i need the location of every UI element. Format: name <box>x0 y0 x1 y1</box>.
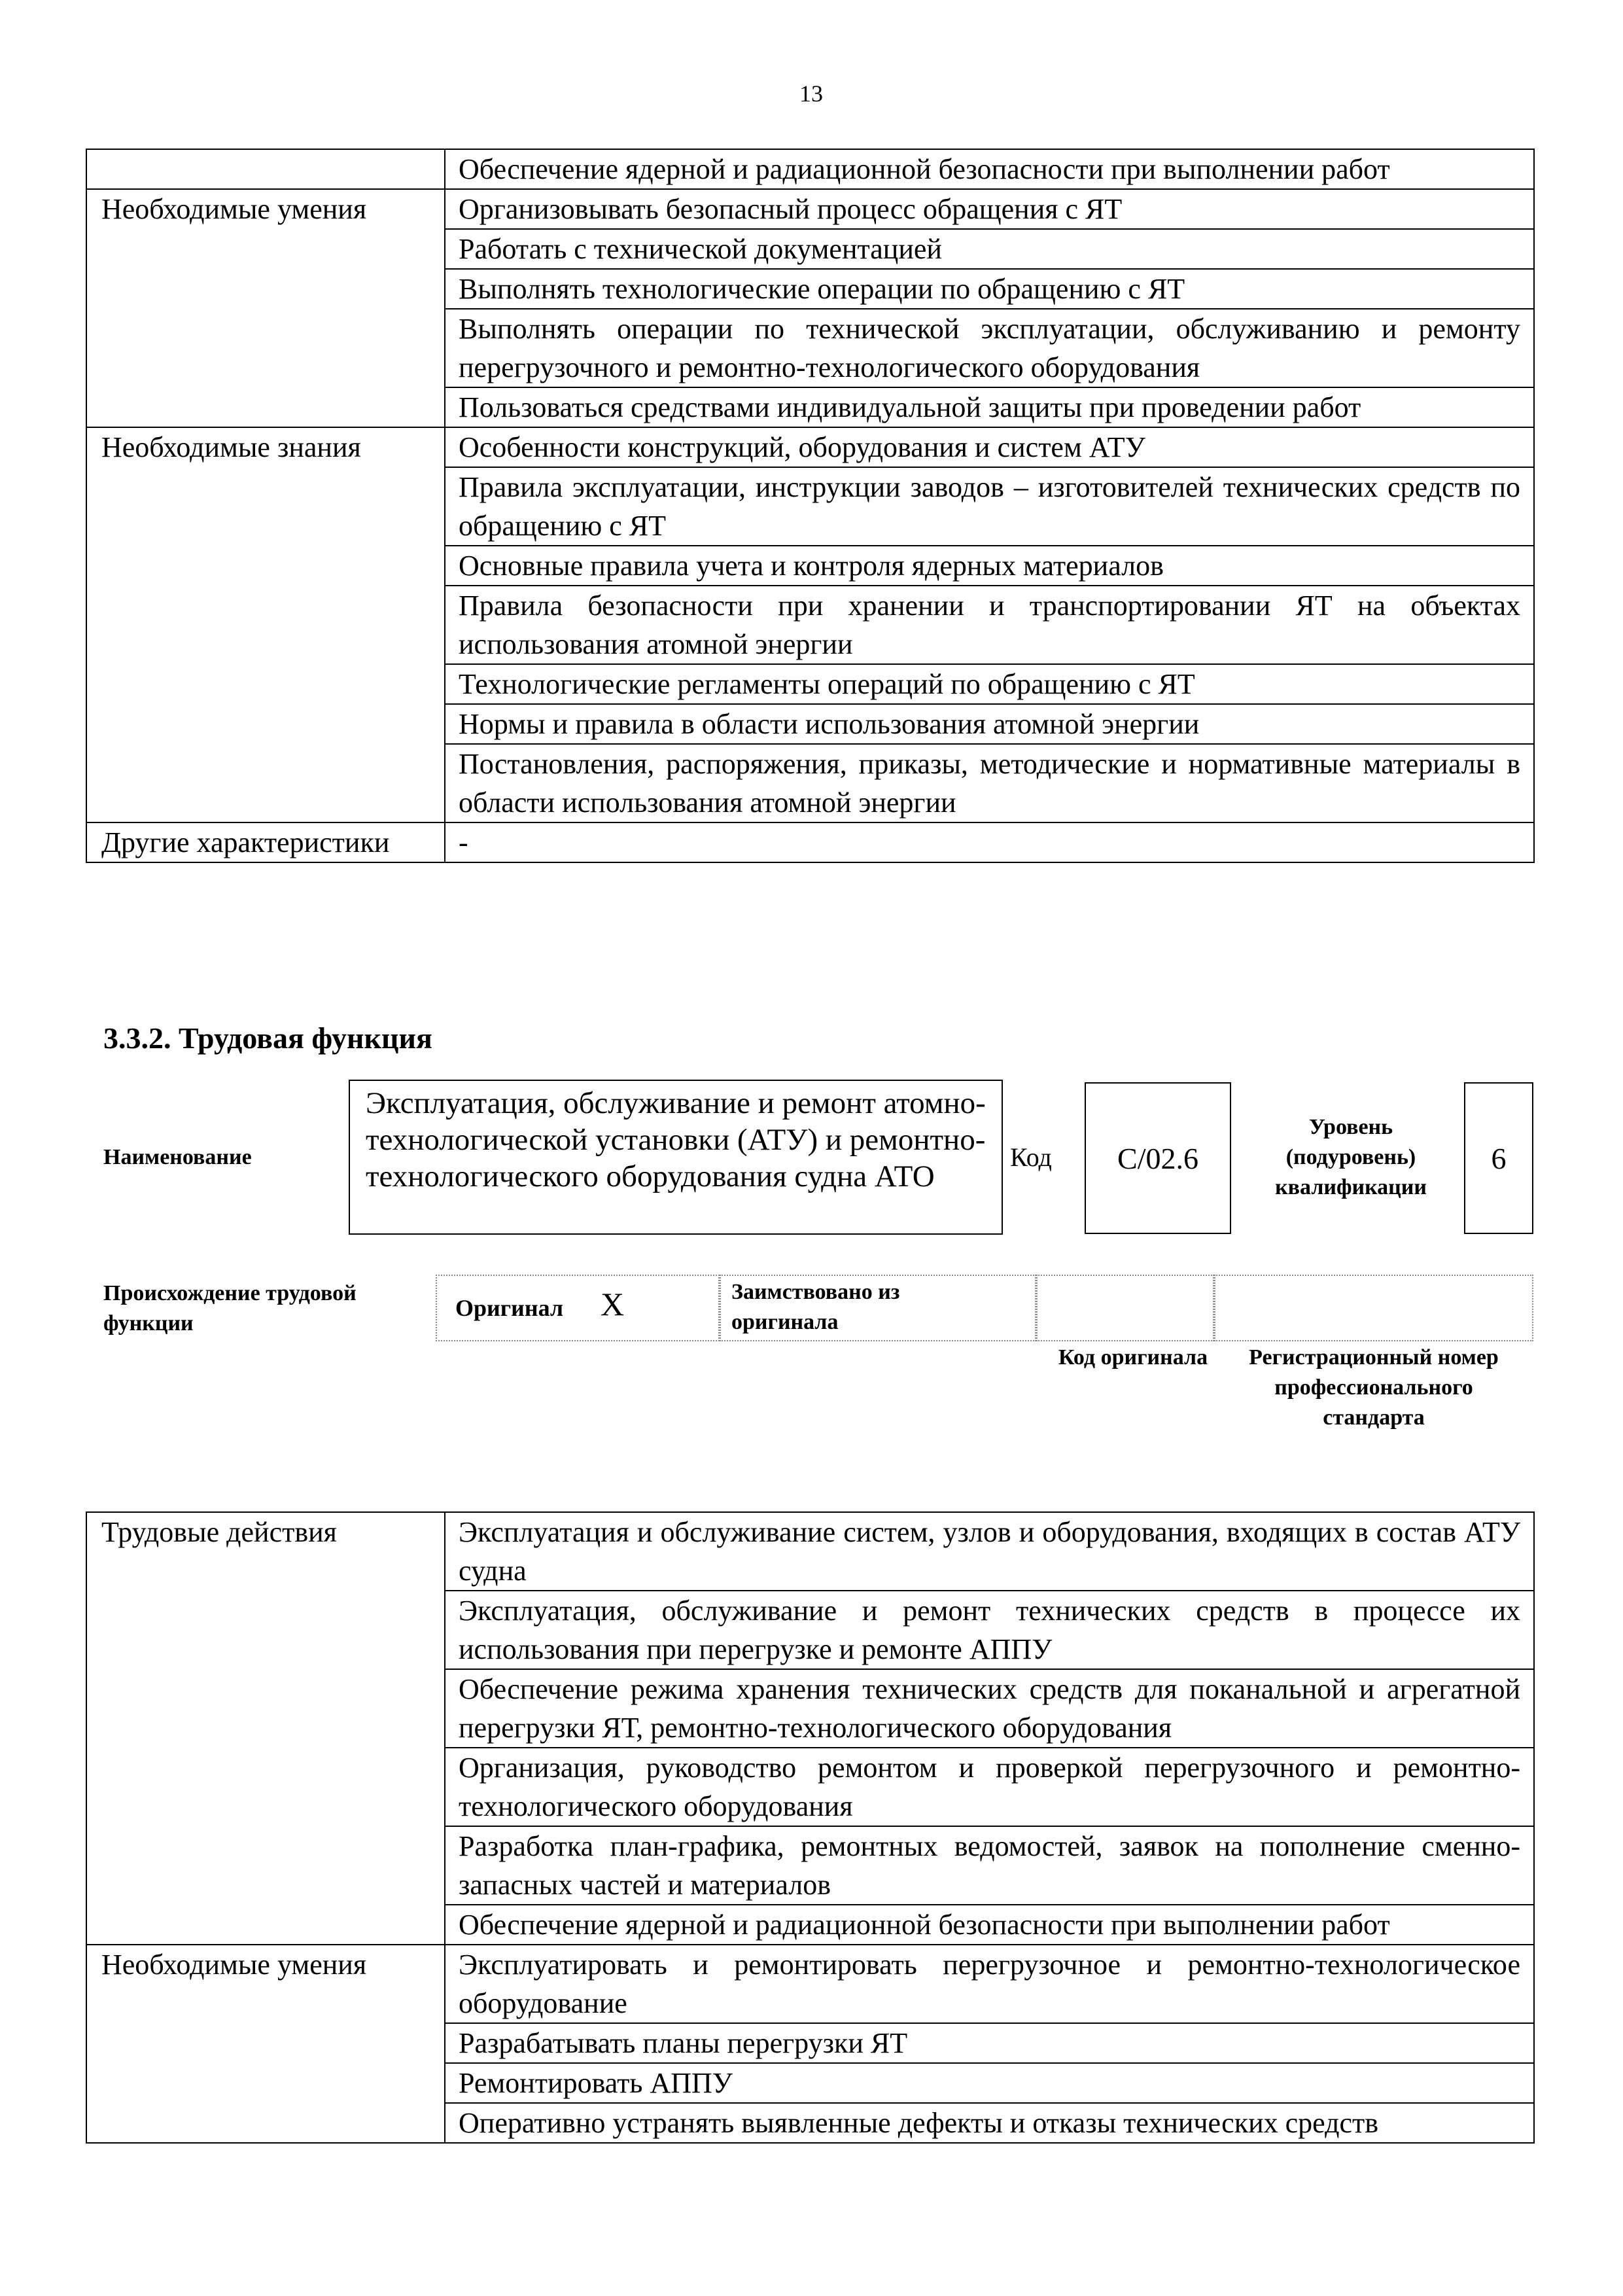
row-label-knowledge: Необходимые знания <box>86 427 445 822</box>
row-item: Выполнять операции по технической эксплуатации, обслуживанию и ремонту перегрузочного и ремонтно-технологического оборудования <box>445 309 1534 387</box>
row-item: Правила эксплуатации, инструкции заводов – изготовителей технических средств по обращению с ЯТ <box>445 467 1534 546</box>
row-item: Работать с технической документацией <box>445 229 1534 269</box>
original-label: Оригинал <box>455 1295 564 1321</box>
reg-number-label: Регистрационный номер профессионального стандарта <box>1249 1345 1499 1430</box>
borrowed-cell <box>720 1275 1036 1341</box>
original-cell <box>436 1275 720 1341</box>
row-item: Постановления, распоряжения, приказы, методические и нормативные материалы в области использования атомной энергии <box>445 744 1534 822</box>
row-item: Обеспечение режима хранения технических средств для поканальной и агрегатной перегрузки ЯТ, ремонтно-технологического оборудования <box>445 1669 1534 1748</box>
row-item: Организация, руководство ремонтом и проверкой перегрузочного и ремонтно-технологического оборудования <box>445 1748 1534 1826</box>
code-original-label: Код оригинала <box>1058 1345 1208 1369</box>
row-item: Основные правила учета и контроля ядерных материалов <box>445 546 1534 586</box>
original-mark: X <box>601 1286 625 1322</box>
row-item: Обеспечение ядерной и радиационной безопасности при выполнении работ <box>445 149 1534 189</box>
row-item: Эксплуатировать и ремонтировать перегрузочное и ремонтно-технологическое оборудование <box>445 1945 1534 2023</box>
table-row <box>86 1945 1534 2023</box>
row-item: Правила безопасности при хранении и транспортировании ЯТ на объектах использования атомной энергии <box>445 586 1534 664</box>
row-label-other: Другие характеристики <box>86 822 445 862</box>
origin-label: Происхождение трудовой функции <box>103 1281 357 1335</box>
function-name-box <box>349 1080 1003 1235</box>
row-item: Обеспечение ядерной и радиационной безопасности при выполнении работ <box>445 1905 1534 1945</box>
row-item: Нормы и правила в области использования атомной энергии <box>445 704 1534 744</box>
row-item: Разработка план-графика, ремонтных ведомостей, заявок на пополнение сменно-запасных частей и материалов <box>445 1826 1534 1905</box>
code-label: Код <box>1010 1142 1052 1172</box>
row-item: Технологические регламенты операций по обращению с ЯТ <box>445 664 1534 704</box>
table-row <box>86 822 1534 862</box>
row-item: Пользоваться средствами индивидуальной защиты при проведении работ <box>445 387 1534 427</box>
table-row <box>86 189 1534 229</box>
table-row <box>86 149 1534 189</box>
row-item: Особенности конструкций, оборудования и систем АТУ <box>445 427 1534 467</box>
table-row <box>86 1512 1534 1591</box>
row-item: Оперативно устранять выявленные дефекты и отказы технических средств <box>445 2103 1534 2143</box>
code-original-cell <box>1036 1275 1214 1341</box>
row-label-skills: Необходимые умения <box>86 1945 445 2143</box>
borrowed-label: Заимствовано из оригинала <box>731 1280 900 1334</box>
row-item: - <box>445 822 1534 862</box>
name-label: Наименование <box>103 1145 252 1169</box>
row-item: Эксплуатация и обслуживание систем, узлов и оборудования, входящих в состав АТУ судна <box>445 1512 1534 1591</box>
level-box <box>1464 1082 1533 1234</box>
code-value: C/02.6 <box>1117 1141 1198 1175</box>
competency-table-top <box>86 149 1535 863</box>
level-label: Уровень (подуровень) квалификации <box>1275 1115 1427 1199</box>
function-name: Эксплуатация, обслуживание и ремонт атомно-технологической установки (АТУ) и ремонтно-технологического оборудования судна АТО <box>366 1086 986 1193</box>
table-row <box>86 427 1534 467</box>
row-label-actions: Трудовые действия <box>86 1512 445 1945</box>
row-item: Организовывать безопасный процесс обращения с ЯТ <box>445 189 1534 229</box>
row-label <box>86 149 445 189</box>
reg-number-cell <box>1214 1275 1533 1341</box>
code-box <box>1085 1082 1231 1234</box>
level-value: 6 <box>1491 1141 1507 1175</box>
row-item: Разрабатывать планы перегрузки ЯТ <box>445 2023 1534 2063</box>
row-item: Эксплуатация, обслуживание и ремонт технических средств в процессе их использования при перегрузке и ремонте АППУ <box>445 1591 1534 1669</box>
origin-row <box>436 1275 1533 1341</box>
row-item: Ремонтировать АППУ <box>445 2063 1534 2103</box>
page-number: 13 <box>799 80 823 107</box>
row-label-skills: Необходимые умения <box>86 189 445 427</box>
row-item: Выполнять технологические операции по обращению с ЯТ <box>445 269 1534 309</box>
section-title: 3.3.2. Трудовая функция <box>103 1021 432 1055</box>
competency-table-bottom <box>86 1511 1535 2144</box>
